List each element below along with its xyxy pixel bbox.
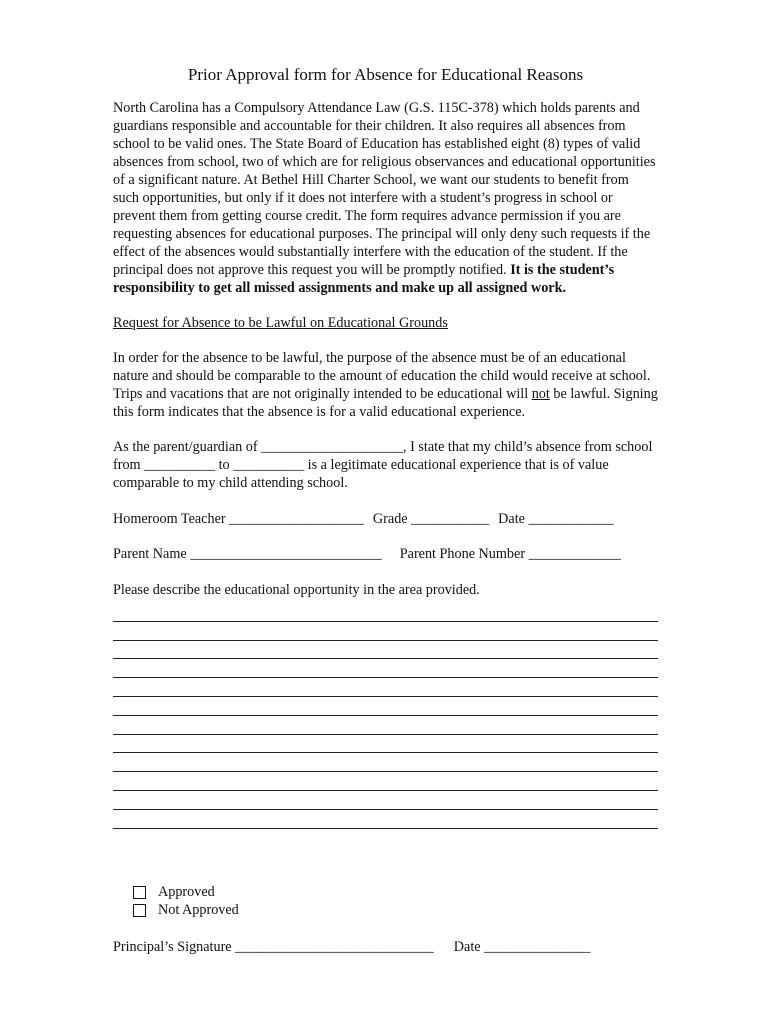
teacher-grade-date-row [113,510,658,528]
writing-line[interactable] [113,716,658,735]
approved-label: Approved [158,883,215,900]
approved-option[interactable] [133,883,239,901]
description-area[interactable] [113,603,658,829]
intro-paragraph [113,99,658,297]
responsibility-note: It is the student’s responsibility to get all missed assignments and make up all assigned work. [113,262,615,296]
lawful-text-before: In order for the absence to be lawful, the purpose of the absence must be of an educational nature and should be comparable to the amount of education the child would receive at school. Trips and vacations that are not originally intended to be educational will [113,350,651,402]
writing-line[interactable] [113,810,658,829]
parent-name-field[interactable]: Parent Name ___________________________ [113,546,382,562]
section-heading: Request for Absence to be Lawful on Educational Grounds [113,315,448,331]
describe-prompt: Please describe the educational opportunity in the area provided. [113,582,480,598]
lawful-paragraph [113,349,658,421]
form-page [113,64,658,829]
intro-text: North Carolina has a Compulsory Attendance Law (G.S. 115C-378) which holds parents and guardians responsible and accountable for their children. It also requires all absences from school to be valid ones. The State Board of Education has established eight (8) types of valid absences from school, two of which are for religious observances and educational opportunities of a significant nature. At Bethel Hill Charter School, we want our students to benefit from such opportunities, but only if it does not interfere with a student’s progress in school or prevent them from getting course credit. The form requires advance permission if you are requesting absences for educational purposes. The principal will only deny such requests if the effect of the absences would substantially interfere with the education of the student. If the principal does not approve this request you will be promptly notified. [113,100,656,278]
parent-row [113,545,658,563]
writing-line[interactable] [113,603,658,622]
not-approved-label: Not Approved [158,901,239,918]
parent-statement[interactable]: As the parent/guardian of ____________________, I state that my child’s absence from school from __________ to __________ is a legitimate educational experience that is of value comparable to my child attending school. [113,439,653,491]
page-title: Prior Approval form for Absence for Educational Reasons [187,65,584,84]
not-approved-option[interactable] [133,901,239,919]
writing-line[interactable] [113,735,658,754]
writing-line[interactable] [113,753,658,772]
approval-checkboxes [133,883,239,919]
writing-line[interactable] [113,641,658,660]
signature-row [113,938,591,956]
date-field[interactable]: Date ____________ [498,511,614,527]
grade-field[interactable]: Grade ___________ [372,511,490,527]
homeroom-teacher-field[interactable]: Homeroom Teacher ___________________ [113,511,364,527]
principal-signature-field[interactable]: Principal’s Signature ____________________________ [113,939,434,955]
parent-phone-field[interactable]: Parent Phone Number _____________ [399,546,621,562]
lawful-text-after: be lawful. Signing this form indicates that the absence is for a valid educational experience. [113,386,658,420]
lawful-not-emphasis: not [531,386,550,402]
writing-line[interactable] [113,659,658,678]
writing-line[interactable] [113,697,658,716]
signature-date-field[interactable]: Date _______________ [453,939,591,955]
not-approved-checkbox[interactable] [133,904,146,917]
approved-checkbox[interactable] [133,886,146,899]
writing-line[interactable] [113,791,658,810]
writing-line[interactable] [113,622,658,641]
writing-line[interactable] [113,772,658,791]
writing-line[interactable] [113,678,658,697]
